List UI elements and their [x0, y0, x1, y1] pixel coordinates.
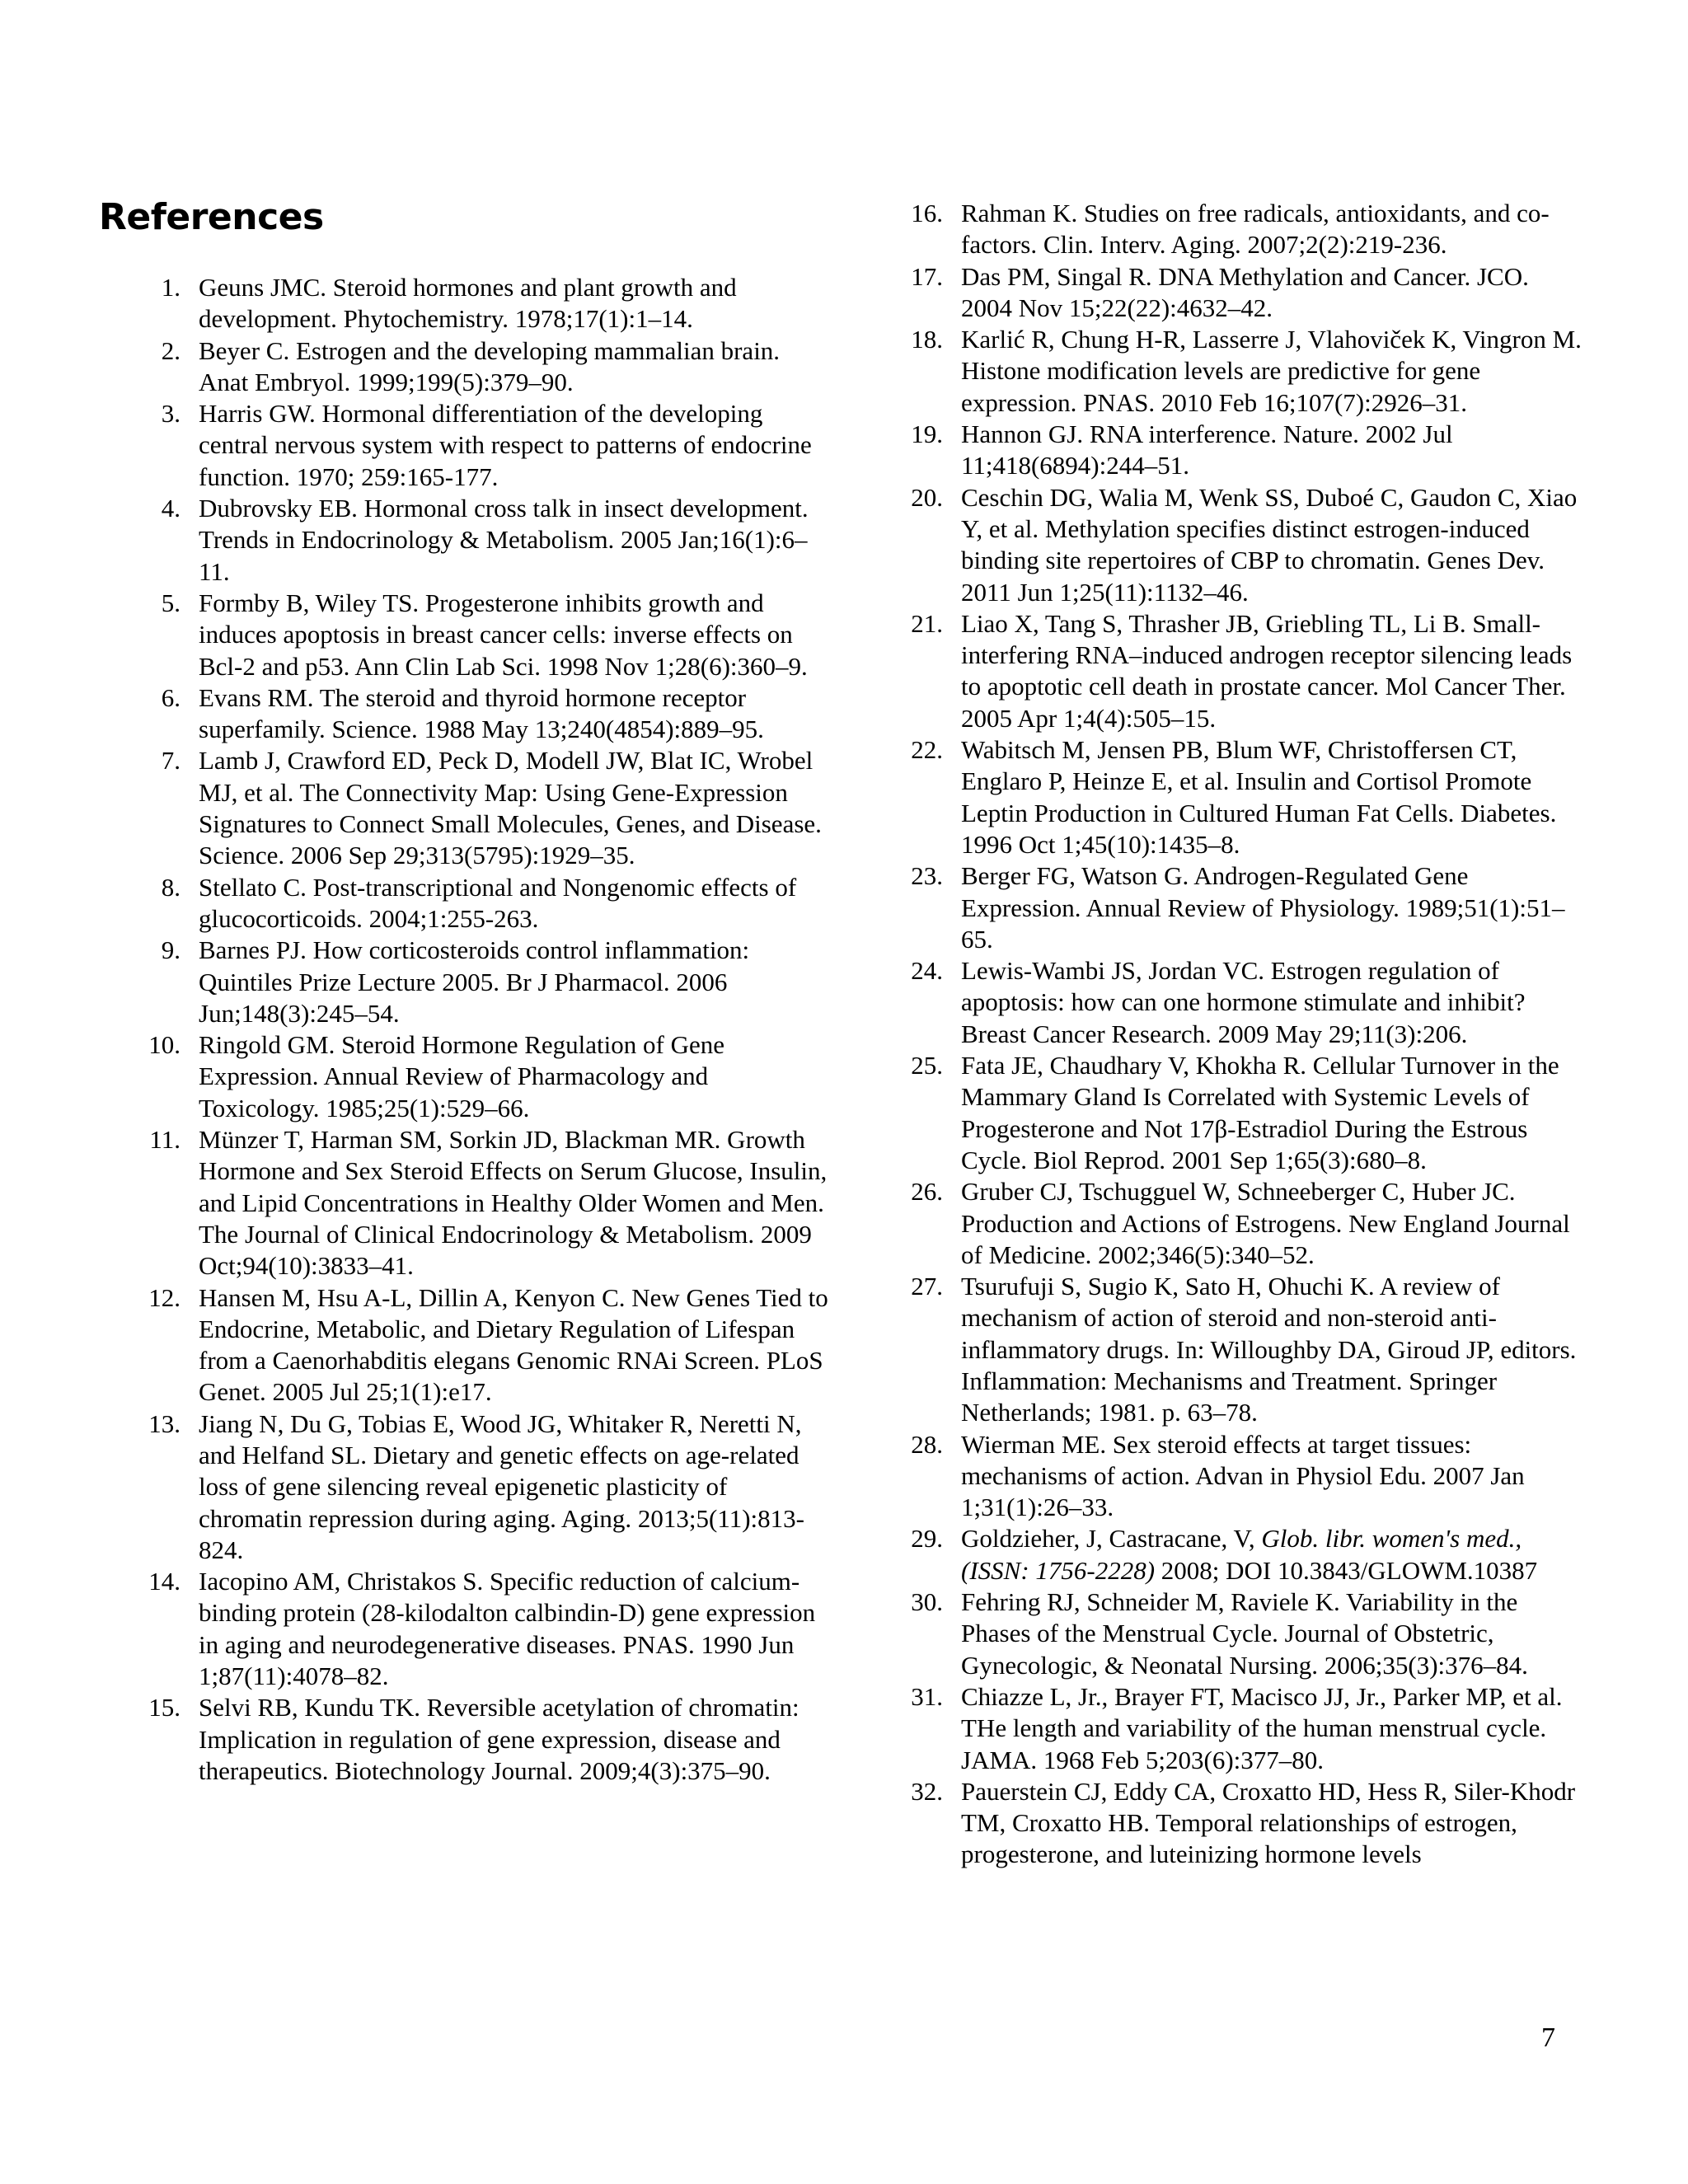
- reference-number: 21.: [911, 608, 943, 638]
- reference-item: [907, 608, 1582, 734]
- reference-text: Iacopino AM, Christakos S. Specific reduction of calcium-binding protein (28-kilodalton calbindin-D) gene expression in aging and neurodegenerative diseases. PNAS. 1990 Jun 1;87(11):4078–82.: [199, 1567, 816, 1691]
- reference-number: 30.: [911, 1587, 943, 1617]
- reference-item: [907, 1681, 1582, 1776]
- reference-text: Ringold GM. Steroid Hormone Regulation of Gene Expression. Annual Review of Pharmacology and Toxicology. 1985;25(1):529–66.: [199, 1030, 724, 1122]
- reference-text: Rahman K. Studies on free radicals, antioxidants, and co-factors. Clin. Interv. Aging. 2007;2(2):219-236.: [961, 199, 1550, 260]
- reference-number: 26.: [911, 1177, 943, 1207]
- reference-text: Münzer T, Harman SM, Sorkin JD, Blackman MR. Growth Hormone and Sex Steroid Effects on Serum Glucose, Insulin, and Lipid Concentrations in Healthy Older Women and Men. The Journal of Clinical Endocrinology & Metabolism. 2009 Oct;94(10):3833–41.: [199, 1125, 828, 1281]
- reference-text: Harris GW. Hormonal differentiation of the developing central nervous system with respect to patterns of endocrine function. 1970; 259:165-177.: [199, 399, 812, 491]
- reference-text: Dubrovsky EB. Hormonal cross talk in insect development. Trends in Endocrinology & Metabolism. 2005 Jan;16(1):6–11.: [199, 494, 809, 586]
- reference-text: Fehring RJ, Schneider M, Raviele K. Variability in the Phases of the Menstrual Cycle. Journal of Obstetric, Gynecologic, & Neonatal Nursing. 2006;35(3):376–84.: [961, 1587, 1528, 1680]
- reference-item: [144, 1029, 828, 1124]
- reference-item: [907, 1586, 1582, 1681]
- reference-number: 13.: [148, 1408, 181, 1438]
- reference-text-tail: 2008; DOI 10.3843/GLOWM.10387: [1155, 1555, 1538, 1585]
- reference-item: [144, 935, 828, 1029]
- reference-number: 16.: [911, 199, 943, 227]
- reference-text: Das PM, Singal R. DNA Methylation and Cancer. JCO. 2004 Nov 15;22(22):4632–42.: [961, 261, 1529, 322]
- reference-number: 1.: [161, 273, 181, 302]
- reference-number: 15.: [148, 1693, 181, 1722]
- reference-number: 14.: [148, 1567, 181, 1596]
- reference-item: [907, 1176, 1582, 1271]
- reference-item: [144, 745, 828, 871]
- reference-item: [907, 482, 1582, 608]
- reference-number: 9.: [161, 935, 181, 965]
- reference-item: [144, 272, 828, 335]
- reference-item: [907, 1523, 1582, 1586]
- reference-number: 12.: [148, 1282, 181, 1312]
- reference-text: Tsurufuji S, Sugio K, Sato H, Ohuchi K. A review of mechanism of action of steroid and non-steroid anti-inflammatory drugs. In: Willoughby DA, Giroud JP, editors. Inflammation: Mechanisms and Treatment. Springer Netherlands; 1981. p. 63–78.: [961, 1272, 1577, 1427]
- reference-text: Liao X, Tang S, Thrasher JB, Griebling TL, Li B. Small-interfering RNA–induced androgen receptor silencing leads to apoptotic cell death in prostate cancer. Mol Cancer Ther. 2005 Apr 1;4(4):505–15.: [961, 608, 1573, 733]
- reference-text: Lewis-Wambi JS, Jordan VC. Estrogen regulation of apoptosis: how can one hormone stimulate and inhibit? Breast Cancer Research. 2009 May 29;11(3):206.: [961, 956, 1526, 1048]
- reference-item: [907, 1429, 1582, 1524]
- reference-text: Geuns JMC. Steroid hormones and plant growth and development. Phytochemistry. 1978;17(1):1–14.: [199, 273, 737, 334]
- reference-number: 4.: [161, 494, 181, 523]
- reference-text: Barnes PJ. How corticosteroids control inflammation: Quintiles Prize Lecture 2005. Br J Pharmacol. 2006 Jun;148(3):245–54.: [199, 935, 750, 1028]
- reference-text: Karlić R, Chung H-R, Lasserre J, Vlahoviček K, Vingron M. Histone modification levels are predictive for gene expression. PNAS. 2010 Feb 16;107(7):2926–31.: [961, 325, 1582, 417]
- reference-number: 17.: [911, 261, 943, 291]
- reference-text: Lamb J, Crawford ED, Peck D, Modell JW, Blat IC, Wrobel MJ, et al. The Connectivity Map: Using Gene-Expression Signatures to Connect Small Molecules, Genes, and Disease. Science. 2006 Sep 29;313(5795):1929–35.: [199, 746, 822, 870]
- reference-item: [907, 1271, 1582, 1428]
- reference-text: Jiang N, Du G, Tobias E, Wood JG, Whitaker R, Neretti N, and Helfand SL. Dietary and genetic effects on age-related loss of gene silencing reveal epigenetic plasticity of chromatin repression during aging. Aging. 2013;5(11):813-824.: [199, 1408, 804, 1564]
- reference-text: Beyer C. Estrogen and the developing mammalian brain. Anat Embryol. 1999;199(5):379–90.: [199, 335, 781, 396]
- reference-item: [144, 872, 828, 935]
- reference-item: [907, 955, 1582, 1050]
- reference-item: [144, 1124, 828, 1282]
- reference-item: [144, 493, 828, 588]
- reference-number: 32.: [911, 1776, 943, 1806]
- reference-item: [907, 1776, 1582, 1871]
- reference-number: 11.: [149, 1125, 181, 1155]
- reference-text: Formby B, Wiley TS. Progesterone inhibits growth and induces apoptosis in breast cancer cells: inverse effects on Bcl-2 and p53. Ann Clin Lab Sci. 1998 Nov 1;28(6):360–9.: [199, 588, 808, 681]
- references-list-right: [907, 198, 1582, 1871]
- reference-text: Ceschin DG, Walia M, Wenk SS, Duboé C, Gaudon C, Xiao Y, et al. Methylation specifies distinct estrogen-induced binding site repertoires of CBP to chromatin. Genes Dev. 2011 Jun 1;25(11):1132–46.: [961, 482, 1578, 607]
- reference-text: Fata JE, Chaudhary V, Khokha R. Cellular Turnover in the Mammary Gland Is Correlated with Systemic Levels of Progesterone and Not 17β-Estradiol During the Estrous Cycle. Biol Reprod. 2001 Sep 1;65(3):680–8.: [961, 1051, 1559, 1174]
- reference-number: 27.: [911, 1272, 943, 1301]
- reference-number: 19.: [911, 419, 943, 449]
- reference-item: [144, 335, 828, 399]
- references-list-left: [144, 272, 828, 1787]
- reference-number: 20.: [911, 482, 943, 512]
- reference-item: [907, 198, 1582, 261]
- reference-number: 3.: [161, 399, 181, 429]
- reference-item: [144, 1692, 828, 1787]
- reference-number: 22.: [911, 735, 943, 765]
- reference-text: Pauerstein CJ, Eddy CA, Croxatto HD, Hess R, Siler-Khodr TM, Croxatto HB. Temporal relationships of estrogen, progesterone, and luteinizing hormone levels: [961, 1776, 1576, 1869]
- reference-number: 25.: [911, 1051, 943, 1080]
- reference-number: 29.: [911, 1524, 943, 1554]
- references-heading: References: [99, 196, 324, 238]
- reference-text: Goldzieher, J, Castracane, V,: [961, 1524, 1262, 1554]
- reference-number: 24.: [911, 956, 943, 986]
- reference-number: 10.: [148, 1030, 181, 1060]
- reference-number: 6.: [161, 682, 181, 712]
- reference-item: [144, 398, 828, 493]
- reference-number: 18.: [911, 325, 943, 354]
- reference-number: 28.: [911, 1429, 943, 1459]
- reference-journal-italic: Glob. libr. women's med.,(ISSN: 1756-2228): [961, 1524, 1522, 1585]
- reference-number: 31.: [911, 1681, 943, 1711]
- reference-item: [144, 1408, 828, 1566]
- reference-number: 5.: [161, 588, 181, 617]
- reference-text: Chiazze L, Jr., Brayer FT, Macisco JJ, Jr., Parker MP, et al. THe length and variability of the human menstrual cycle. JAMA. 1968 Feb 5;203(6):377–80.: [961, 1681, 1563, 1774]
- page-number: 7: [1541, 2022, 1555, 2053]
- reference-number: 23.: [911, 861, 943, 891]
- reference-item: [144, 1566, 828, 1692]
- reference-text: Wierman ME. Sex steroid effects at target tissues: mechanisms of action. Advan in Physiol Edu. 2007 Jan 1;31(1):26–33.: [961, 1429, 1525, 1522]
- reference-number: 8.: [161, 872, 181, 902]
- reference-number: 7.: [161, 746, 181, 776]
- reference-text: Gruber CJ, Tschugguel W, Schneeberger C, Huber JC. Production and Actions of Estrogens. New England Journal of Medicine. 2002;346(5):340–52.: [961, 1177, 1570, 1269]
- reference-text: Stellato C. Post-transcriptional and Nongenomic effects of glucocorticoids. 2004;1:255-263.: [199, 872, 797, 933]
- reference-item: [144, 588, 828, 682]
- reference-text: Hannon GJ. RNA interference. Nature. 2002 Jul 11;418(6894):244–51.: [961, 419, 1453, 480]
- reference-text: Hansen M, Hsu A-L, Dillin A, Kenyon C. New Genes Tied to Endocrine, Metabolic, and Dietary Regulation of Lifespan from a Caenorhabditis elegans Genomic RNAi Screen. PLoS Genet. 2005 Jul 25;1(1):e17.: [199, 1282, 828, 1407]
- reference-item: [907, 261, 1582, 325]
- reference-item: [144, 682, 828, 746]
- reference-item: [907, 324, 1582, 419]
- reference-number: 2.: [161, 335, 181, 365]
- reference-text: Selvi RB, Kundu TK. Reversible acetylation of chromatin: Implication in regulation of gene expression, disease and therapeutics. Biotechnology Journal. 2009;4(3):375–90.: [199, 1693, 799, 1785]
- reference-item: [144, 1282, 828, 1408]
- reference-text: Evans RM. The steroid and thyroid hormone receptor superfamily. Science. 1988 May 13;240(4854):889–95.: [199, 682, 764, 744]
- reference-text: Wabitsch M, Jensen PB, Blum WF, Christoffersen CT, Englaro P, Heinze E, et al. Insulin and Cortisol Promote Leptin Production in Cultured Human Fat Cells. Diabetes. 1996 Oct 1;45(10):1435–8.: [961, 735, 1557, 859]
- reference-item: [907, 1050, 1582, 1176]
- reference-item: [907, 734, 1582, 860]
- reference-text: Berger FG, Watson G. Androgen-Regulated Gene Expression. Annual Review of Physiology. 1989;51(1):51–65.: [961, 861, 1565, 954]
- reference-item: [907, 860, 1582, 955]
- reference-item: [907, 419, 1582, 482]
